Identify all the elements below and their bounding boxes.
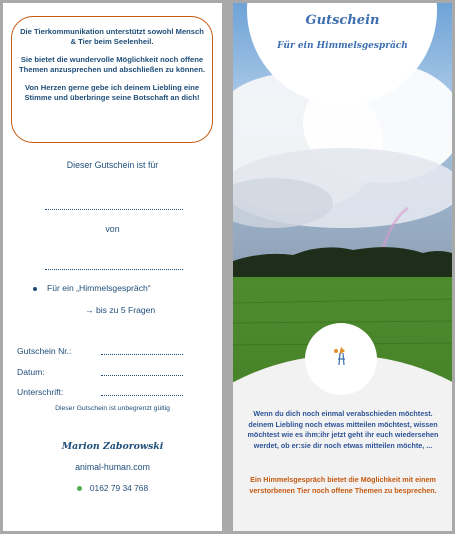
highlight-text: Ein Himmelsgespräch bietet die Möglichkeit mit einem verstorbenen Tier noch offene Themen zu besprechen. — [249, 475, 437, 495]
intro-box — [11, 16, 213, 143]
bullet-item — [33, 283, 151, 293]
voucher-number-label: Gutschein Nr.: — [17, 346, 72, 356]
bullet-icon — [33, 287, 37, 291]
voucher-for-label: Dieser Gutschein ist für — [66, 160, 159, 170]
recipient-line[interactable] — [45, 209, 183, 210]
date-label: Datum: — [17, 367, 45, 377]
logo-icon — [305, 323, 377, 395]
signature-field[interactable] — [101, 395, 183, 396]
intro-paragraph-3: Von Herzen gerne gebe ich deinem Liebling eine Stimme und überbringe seine Botschaft an dich! — [24, 82, 200, 103]
author-name: Marion Zaborowski — [61, 441, 164, 452]
intro-paragraph-2: Sie bietet die wundervolle Möglichkeit noch offene Themen anzusprechen und abschließen zu können. — [18, 54, 206, 75]
questions-text: → bis zu 5 Fragen — [85, 305, 156, 315]
phone-row — [3, 483, 222, 493]
voucher-front-panel — [233, 3, 452, 531]
phone-icon — [77, 486, 82, 491]
voucher-back-panel — [3, 3, 222, 531]
phone-number: 0162 79 34 768 — [89, 483, 149, 493]
voucher-subtitle: Für ein Himmelsgespräch — [277, 41, 408, 51]
bullet-text: Für ein „Himmelsgespräch“ — [47, 283, 151, 293]
from-label: von — [105, 224, 120, 234]
validity-note: Dieser Gutschein ist unbegrenzt gültig — [55, 405, 170, 412]
voucher-title: Gutschein — [305, 13, 380, 28]
sender-line[interactable] — [45, 269, 183, 270]
signature-label: Unterschrift: — [17, 387, 64, 397]
logo-circle — [305, 323, 377, 395]
website-text: animal-human.com — [75, 462, 150, 472]
intro-paragraph-1: Die Tierkommunikation unterstützt sowohl Mensch & Tier beim Seelenheil. — [20, 27, 204, 47]
date-field[interactable] — [101, 375, 183, 376]
voucher-number-field[interactable] — [101, 354, 183, 355]
description-text: Wenn du dich noch einmal verabschieden möchtest. deinem Liebling noch etwas mitteilen möchtest, wissen möchtest wie es ihm:ihr jetzt geht ihr euch wiedersehen werdet, ob er:sie dir noch etwas mitteilen möchte, ... — [247, 409, 439, 450]
